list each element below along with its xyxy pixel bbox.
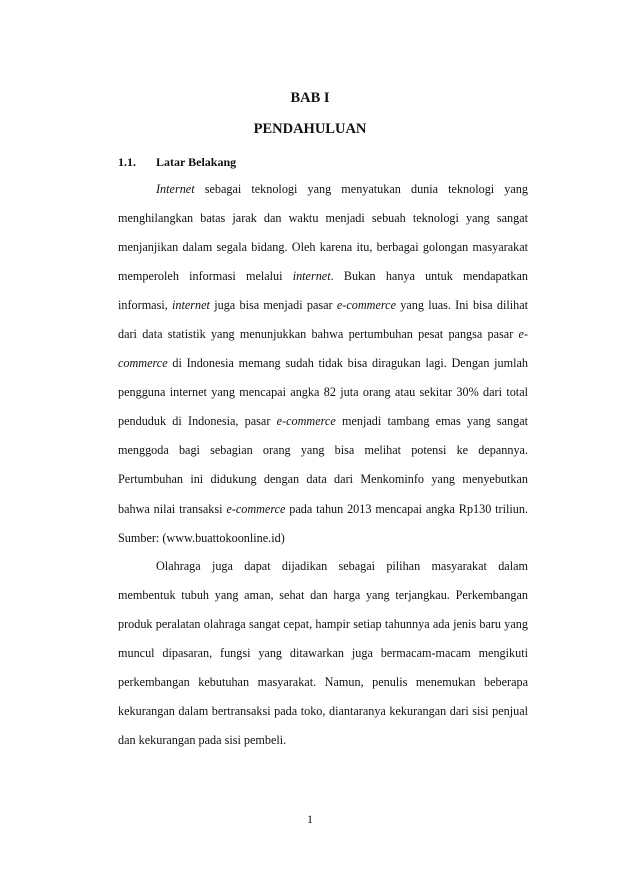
emphasis-text: Internet (156, 182, 195, 196)
section-number: 1.1. (118, 155, 136, 169)
paragraph-text: di Indonesia memang sudah tidak bisa diragukan lagi. Dengan jumlah pengguna internet yang mencapai angka 82 juta orang atau sekitar 30% dari total penduduk di Indonesia, pasar (118, 356, 528, 429)
section-title: Latar Belakang (156, 155, 237, 169)
chapter-title: PENDAHULUAN (253, 121, 367, 137)
section-heading (118, 155, 236, 170)
emphasis-text: e-commerce (276, 414, 336, 429)
page-number: 1 (307, 812, 313, 826)
emphasis-text: e-commerce (336, 298, 396, 313)
chapter-label: BAB I (290, 90, 330, 106)
paragraph-text: menjadi tambang emas yang sangat menggoda bagi sebagian orang yang bisa melihat potensi ke depannya. Pertumbuhan ini didukung dengan data dari Menkominfo yang menyebutkan bahwa nilai transaksi (118, 414, 528, 516)
paragraph-internet (118, 175, 528, 553)
emphasis-text: e-commerce (118, 327, 528, 371)
emphasis-text: internet (172, 298, 210, 313)
paragraph-text: juga bisa menjadi pasar (209, 298, 337, 313)
emphasis-text: internet (292, 269, 331, 284)
paragraph-text: sebagai teknologi yang menyatukan dunia teknologi yang menghilangkan batas jarak dan waktu menjadi sebuah teknologi yang sangat menjanjikan dalam segala bidang. Oleh karena itu, berbagai golongan masyarakat memperoleh informasi melalui (118, 182, 528, 284)
emphasis-text: e-commerce (226, 501, 286, 516)
paragraph-olahraga (118, 552, 528, 755)
paragraph-text: yang luas. Ini bisa dilihat dari data statistik yang menunjukkan bahwa pertumbuhan pesat pangsa pasar (118, 298, 529, 342)
paragraph-text: Olahraga juga dapat dijadikan sebagai pilihan masyarakat dalam membentuk tubuh yang aman, sehat dan harga yang terjangkau. Perkembangan produk peralatan olahraga sangat cepat, hampir setiap tahunnya ada jenis baru yang muncul dipasaran, fungsi yang ditawarkan juga bermacam-macam mengikuti perkembangan kebutuhan masyarakat. Namun, penulis menemukan beberapa kekurangan dalam bertransaksi pada toko, diantaranya kekurangan dari sisi penjual dan kekurangan pada sisi pembeli. (118, 559, 528, 748)
paragraph-text: . Bukan hanya untuk mendapatkan informasi, (118, 269, 528, 313)
paragraph-text: pada tahun 2013 mencapai angka Rp130 triliun. Sumber: (www.buattokoonline.id) (118, 501, 529, 545)
